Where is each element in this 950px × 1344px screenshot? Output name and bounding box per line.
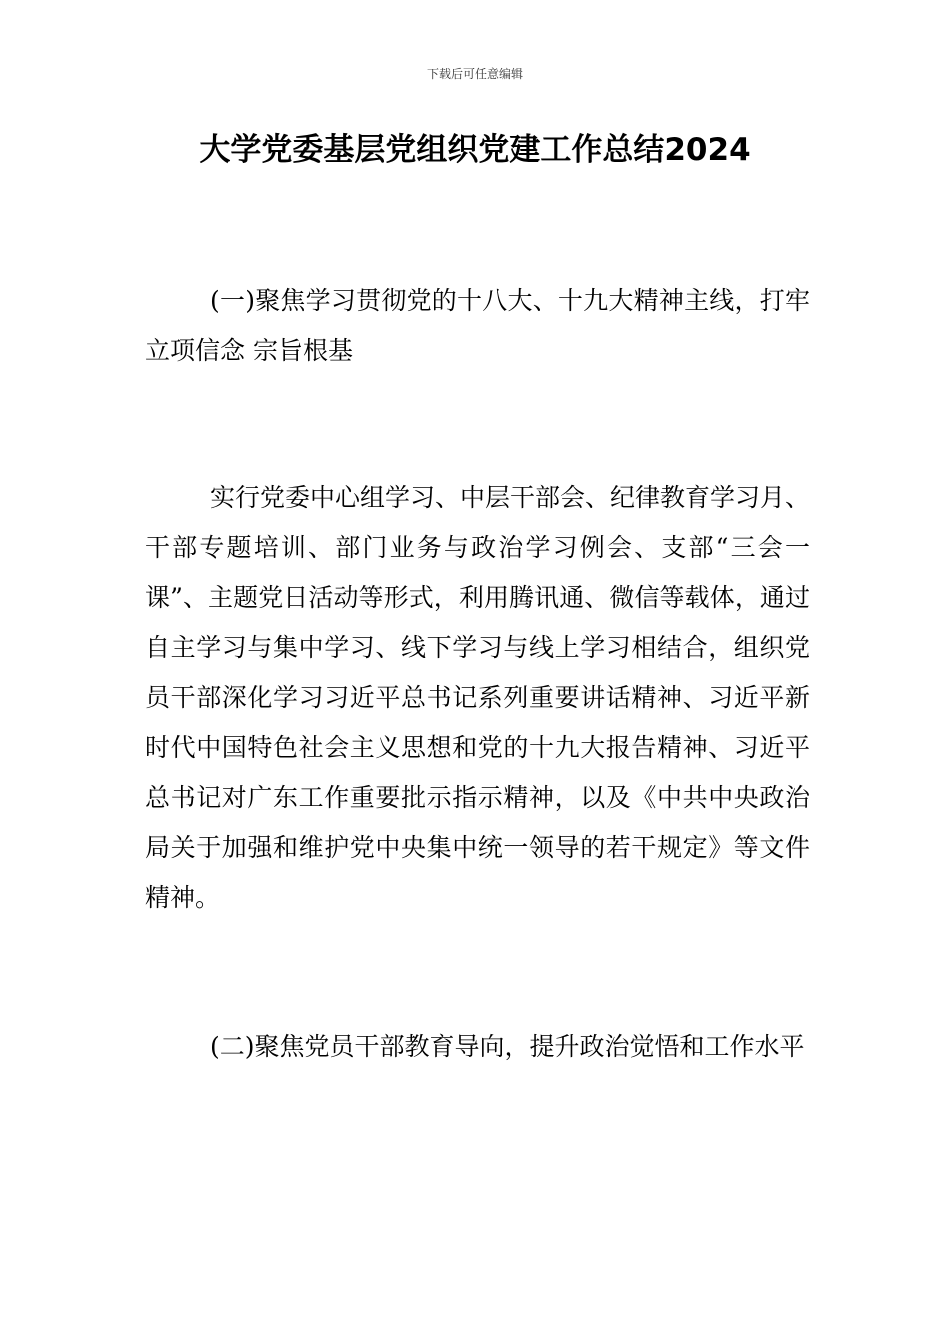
section-heading-2: (二)聚焦党员干部教育导向，提升政治觉悟和工作水平 <box>210 1032 805 1061</box>
document-title: 大学党委基层党组织党建工作总结2024 <box>199 132 751 168</box>
body-paragraph: 实行党委中心组学习、中层干部会、纪律教育学习月、干部专题培训、部门业务与政治学习例会、支部“三会一课”、主题党日活动等形式，利用腾讯通、微信等载体，通过自主学习与集中学习、线下学习与线上学习相结合，组织党员干部深化学习习近平总书记系列重要讲话精神、习近平新时代中国特色社会主义思想和党的十九大报告精神、习近平总书记对广东工作重要批示指示精神，以及《中共中央政治局关于加强和维护党中央集中统一领导的若干规定》等文件精神。 <box>145 483 811 912</box>
section-heading-1: (一)聚焦学习贯彻党的十八大、十九大精神主线，打牢立项信念 宗旨根基 <box>145 286 810 365</box>
header-note: 下载后可任意编辑 <box>426 67 523 81</box>
